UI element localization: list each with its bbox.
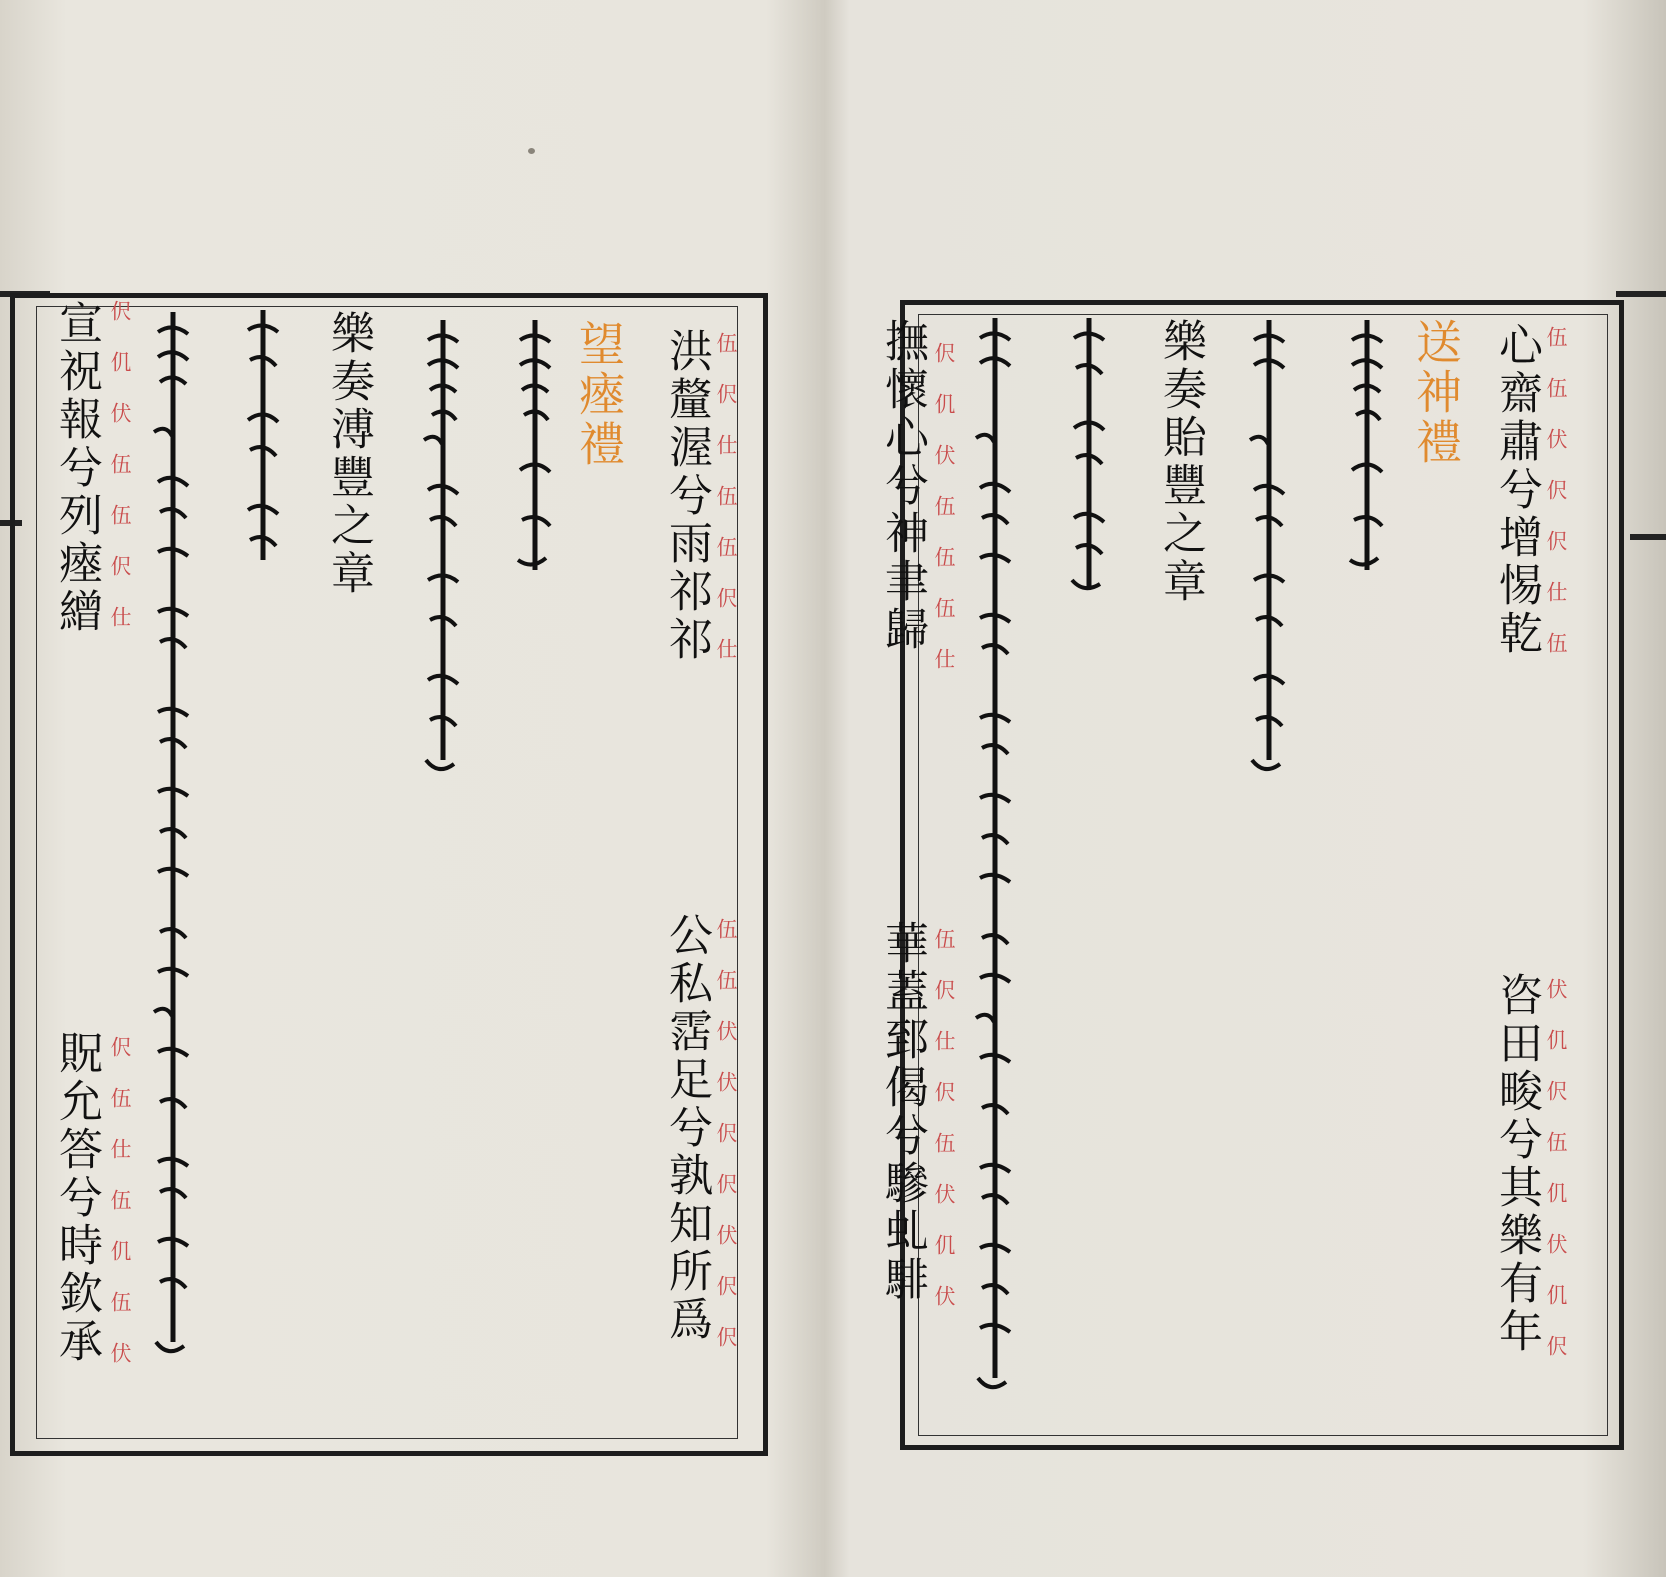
- ruled-line: [1616, 291, 1666, 297]
- note-column: 伍伬仕伍伍伬仕: [714, 332, 738, 689]
- note-column: 伬伍仕伍仉伍伏: [108, 1036, 132, 1393]
- note-column: 伬仉伏伍伍伍仕: [932, 342, 956, 699]
- left-page: [0, 0, 828, 1577]
- note-column: 伍伬仕伬伍伏仉伏: [932, 928, 956, 1336]
- manchu-script-column: [420, 320, 466, 790]
- paper-speck: [528, 148, 535, 154]
- fold-mark: [1630, 534, 1666, 540]
- text-column: 心齋肅兮增惕乾: [1491, 322, 1542, 658]
- text-column: 洪釐渥兮雨祁祁: [661, 328, 712, 664]
- manchu-script-column: [1246, 320, 1292, 790]
- note-column: 伍伍伏伬伬仕伍: [1544, 326, 1568, 683]
- note-column: 伍伍伏伏伬伬伏伬伬: [714, 918, 738, 1377]
- manchu-script-column: [1344, 320, 1390, 590]
- section-title: 望瘞禮: [572, 320, 626, 470]
- manchu-script-column: [240, 310, 286, 580]
- manchu-script-column: [972, 318, 1018, 1408]
- text-column: 樂奏溥豐之章: [323, 310, 374, 598]
- section-title: 送神禮: [1409, 318, 1463, 468]
- text-column: 樂奏貽豐之章: [1155, 318, 1206, 606]
- text-column: 華蓋郅偈兮驂虬騑: [877, 920, 928, 1304]
- inner-frame: [36, 306, 738, 1439]
- text-column: 貺允答兮時欽承: [51, 1030, 102, 1366]
- right-page: [830, 0, 1666, 1577]
- manchu-script-column: [1066, 318, 1112, 608]
- text-column: 公私霑足兮孰知所爲: [661, 912, 712, 1344]
- note-column: 伏仉伬伍仉伏仉伬: [1544, 978, 1568, 1386]
- text-column: 宣祝報兮列瘞繒: [51, 300, 102, 636]
- text-column: 撫懷心兮神聿歸: [877, 318, 928, 654]
- manchu-script-column: [512, 320, 558, 590]
- text-column: 咨田畯兮其樂有年: [1491, 972, 1542, 1356]
- note-column: 伬仉伏伍伍伬仕: [108, 300, 132, 657]
- manchu-script-column: [150, 312, 196, 1372]
